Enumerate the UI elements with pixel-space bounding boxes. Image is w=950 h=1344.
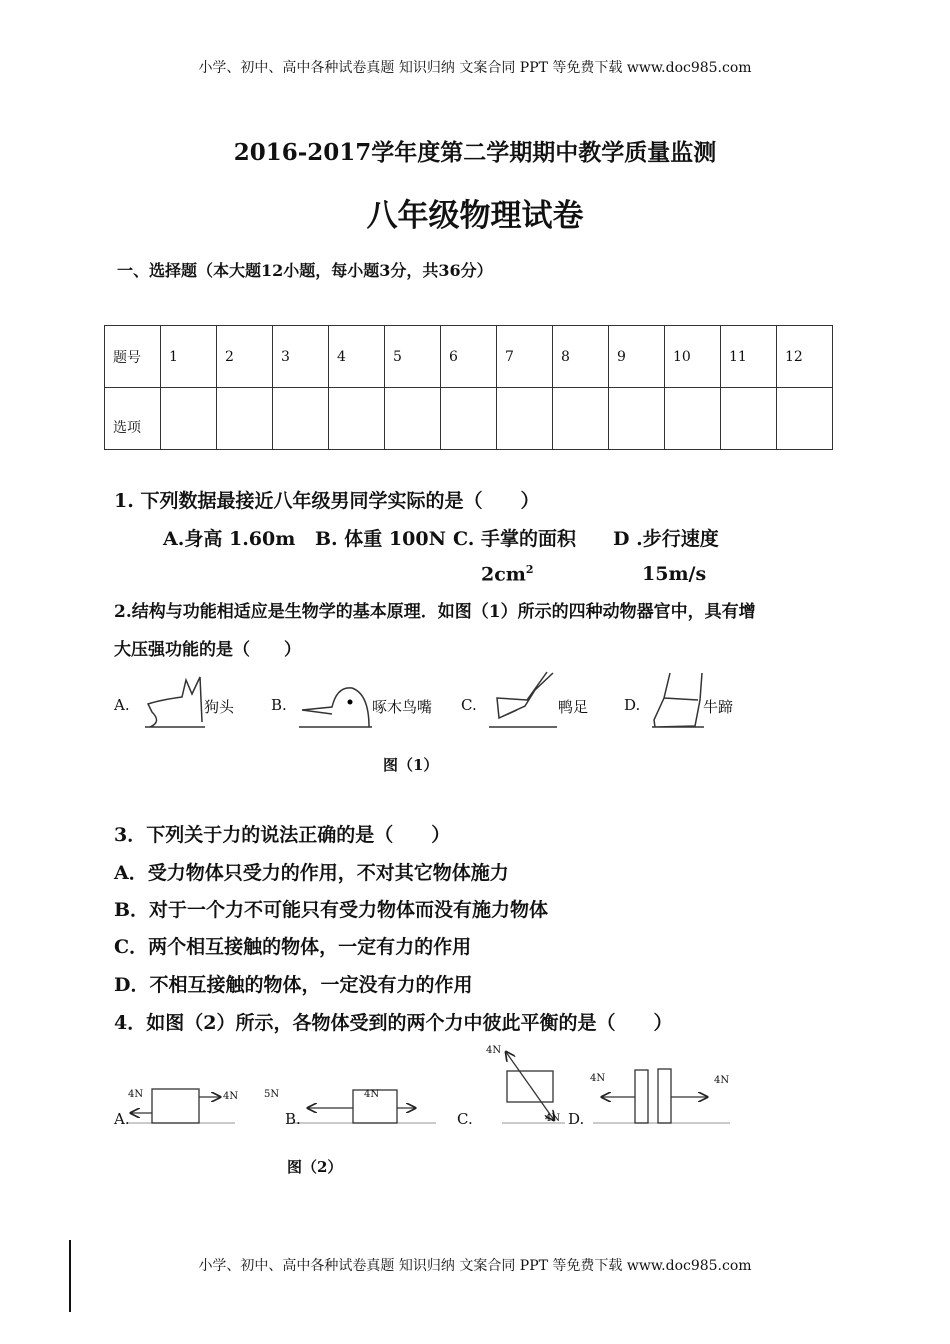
force-label: 5N xyxy=(264,1089,280,1100)
table-cell: 10 xyxy=(665,326,721,388)
q3-option-b: B．对于一个力不可能只有受力物体而没有施力物体 xyxy=(114,899,549,921)
table-cell: 2 xyxy=(217,326,273,388)
answer-cell[interactable] xyxy=(609,388,665,450)
duck-foot-figure xyxy=(487,670,559,730)
answer-table xyxy=(104,325,833,450)
q2-letter-d: D. xyxy=(624,696,641,714)
q4-letter-d: D. xyxy=(568,1110,585,1128)
table-cell: 11 xyxy=(721,326,777,388)
answer-cell[interactable] xyxy=(385,388,441,450)
table-cell: 8 xyxy=(553,326,609,388)
dog-head-figure xyxy=(140,672,210,730)
answer-cell[interactable] xyxy=(329,388,385,450)
q1-option-d: D .步行速度 xyxy=(613,528,719,550)
table-cell: 1 xyxy=(161,326,217,388)
table-cell: 3 xyxy=(273,326,329,388)
q4-letter-b: B. xyxy=(285,1110,301,1128)
section-heading: 一、选择题（本大题12小题，每小题3分，共36分） xyxy=(117,261,493,280)
q3-stem: 3．下列关于力的说法正确的是（ ） xyxy=(114,824,451,846)
page-footer: 小学、初中、高中各种试卷真题 知识归纳 文案合同 PPT 等免费下载 www.doc985.com xyxy=(198,1258,752,1274)
q3-option-d: D．不相互接触的物体，一定没有力的作用 xyxy=(114,974,473,996)
answer-cell[interactable] xyxy=(161,388,217,450)
q4-letter-c: C. xyxy=(457,1110,473,1128)
q2-label-d: 牛蹄 xyxy=(703,698,734,716)
table-cell: 5 xyxy=(385,326,441,388)
force-label: 4N xyxy=(364,1089,380,1100)
answer-cell[interactable] xyxy=(273,388,329,450)
force-label: 4N xyxy=(128,1089,144,1100)
q1-option-c-value xyxy=(481,563,534,585)
q3-option-a: A．受力物体只受力的作用，不对其它物体施力 xyxy=(114,862,509,884)
q2-label-b: 啄木鸟嘴 xyxy=(372,698,433,716)
c-value: 2cm xyxy=(481,563,526,586)
q3-option-c: C．两个相互接触的物体，一定有力的作用 xyxy=(114,936,472,958)
table-cell: 选项 xyxy=(105,388,161,450)
exam-title: 2016-2017学年度第二学期期中教学质量监测 xyxy=(233,139,717,166)
q1-stem: 1. 下列数据最接近八年级男同学实际的是（ ） xyxy=(114,490,540,512)
table-cell: 4 xyxy=(329,326,385,388)
q2-label-a: 狗头 xyxy=(204,698,235,716)
table-cell: 12 xyxy=(777,326,833,388)
force-label: 4N xyxy=(223,1091,239,1102)
answer-cell[interactable] xyxy=(665,388,721,450)
table-cell: 题号 xyxy=(105,326,161,388)
q4-stem: 4．如图（2）所示，各物体受到的两个力中彼此平衡的是（ ） xyxy=(114,1012,673,1034)
q2-letter-c: C. xyxy=(461,696,477,714)
table-row xyxy=(105,326,833,388)
page-header: 小学、初中、高中各种试卷真题 知识归纳 文案合同 PPT 等免费下载 www.doc985.com xyxy=(198,60,752,76)
woodpecker-beak-figure xyxy=(297,672,375,730)
answer-cell[interactable] xyxy=(553,388,609,450)
answer-cell[interactable] xyxy=(497,388,553,450)
force-label: 4N xyxy=(486,1045,502,1056)
q2-stem-line2: 大压强功能的是（ ） xyxy=(114,640,301,660)
force-label: 4N xyxy=(714,1075,730,1086)
cow-hoof-figure xyxy=(650,670,706,730)
figure2-force-diagrams xyxy=(100,1040,750,1130)
q2-letter-b: B. xyxy=(271,696,287,714)
exam-subtitle: 八年级物理试卷 xyxy=(366,198,584,234)
answer-cell[interactable] xyxy=(721,388,777,450)
q2-stem-line1: 2.结构与功能相适应是生物学的基本原理．如图（1）所示的四种动物器官中，具有增 xyxy=(114,602,756,622)
q1-option-d-value: 15m/s xyxy=(642,563,707,585)
force-label: 4N xyxy=(545,1113,561,1124)
q1-option-b: B. 体重 100N xyxy=(315,528,446,550)
q1-option-a: A.身高 1.60m xyxy=(163,528,296,550)
q2-label-c: 鸭足 xyxy=(558,698,589,716)
table-cell: 7 xyxy=(497,326,553,388)
c-exponent: 2 xyxy=(525,563,534,576)
answer-cell[interactable] xyxy=(441,388,497,450)
q2-letter-a: A. xyxy=(114,696,130,714)
q4-letter-a: A. xyxy=(114,1110,130,1128)
table-cell: 9 xyxy=(609,326,665,388)
margin-bar xyxy=(69,1240,71,1312)
table-row xyxy=(105,388,833,450)
answer-cell[interactable] xyxy=(217,388,273,450)
table-cell: 6 xyxy=(441,326,497,388)
force-label: 4N xyxy=(590,1073,606,1084)
answer-cell[interactable] xyxy=(777,388,833,450)
figure1-caption: 图（1） xyxy=(383,756,439,774)
q1-option-c: C. 手掌的面积 xyxy=(453,528,577,550)
figure2-caption: 图（2） xyxy=(287,1158,343,1176)
